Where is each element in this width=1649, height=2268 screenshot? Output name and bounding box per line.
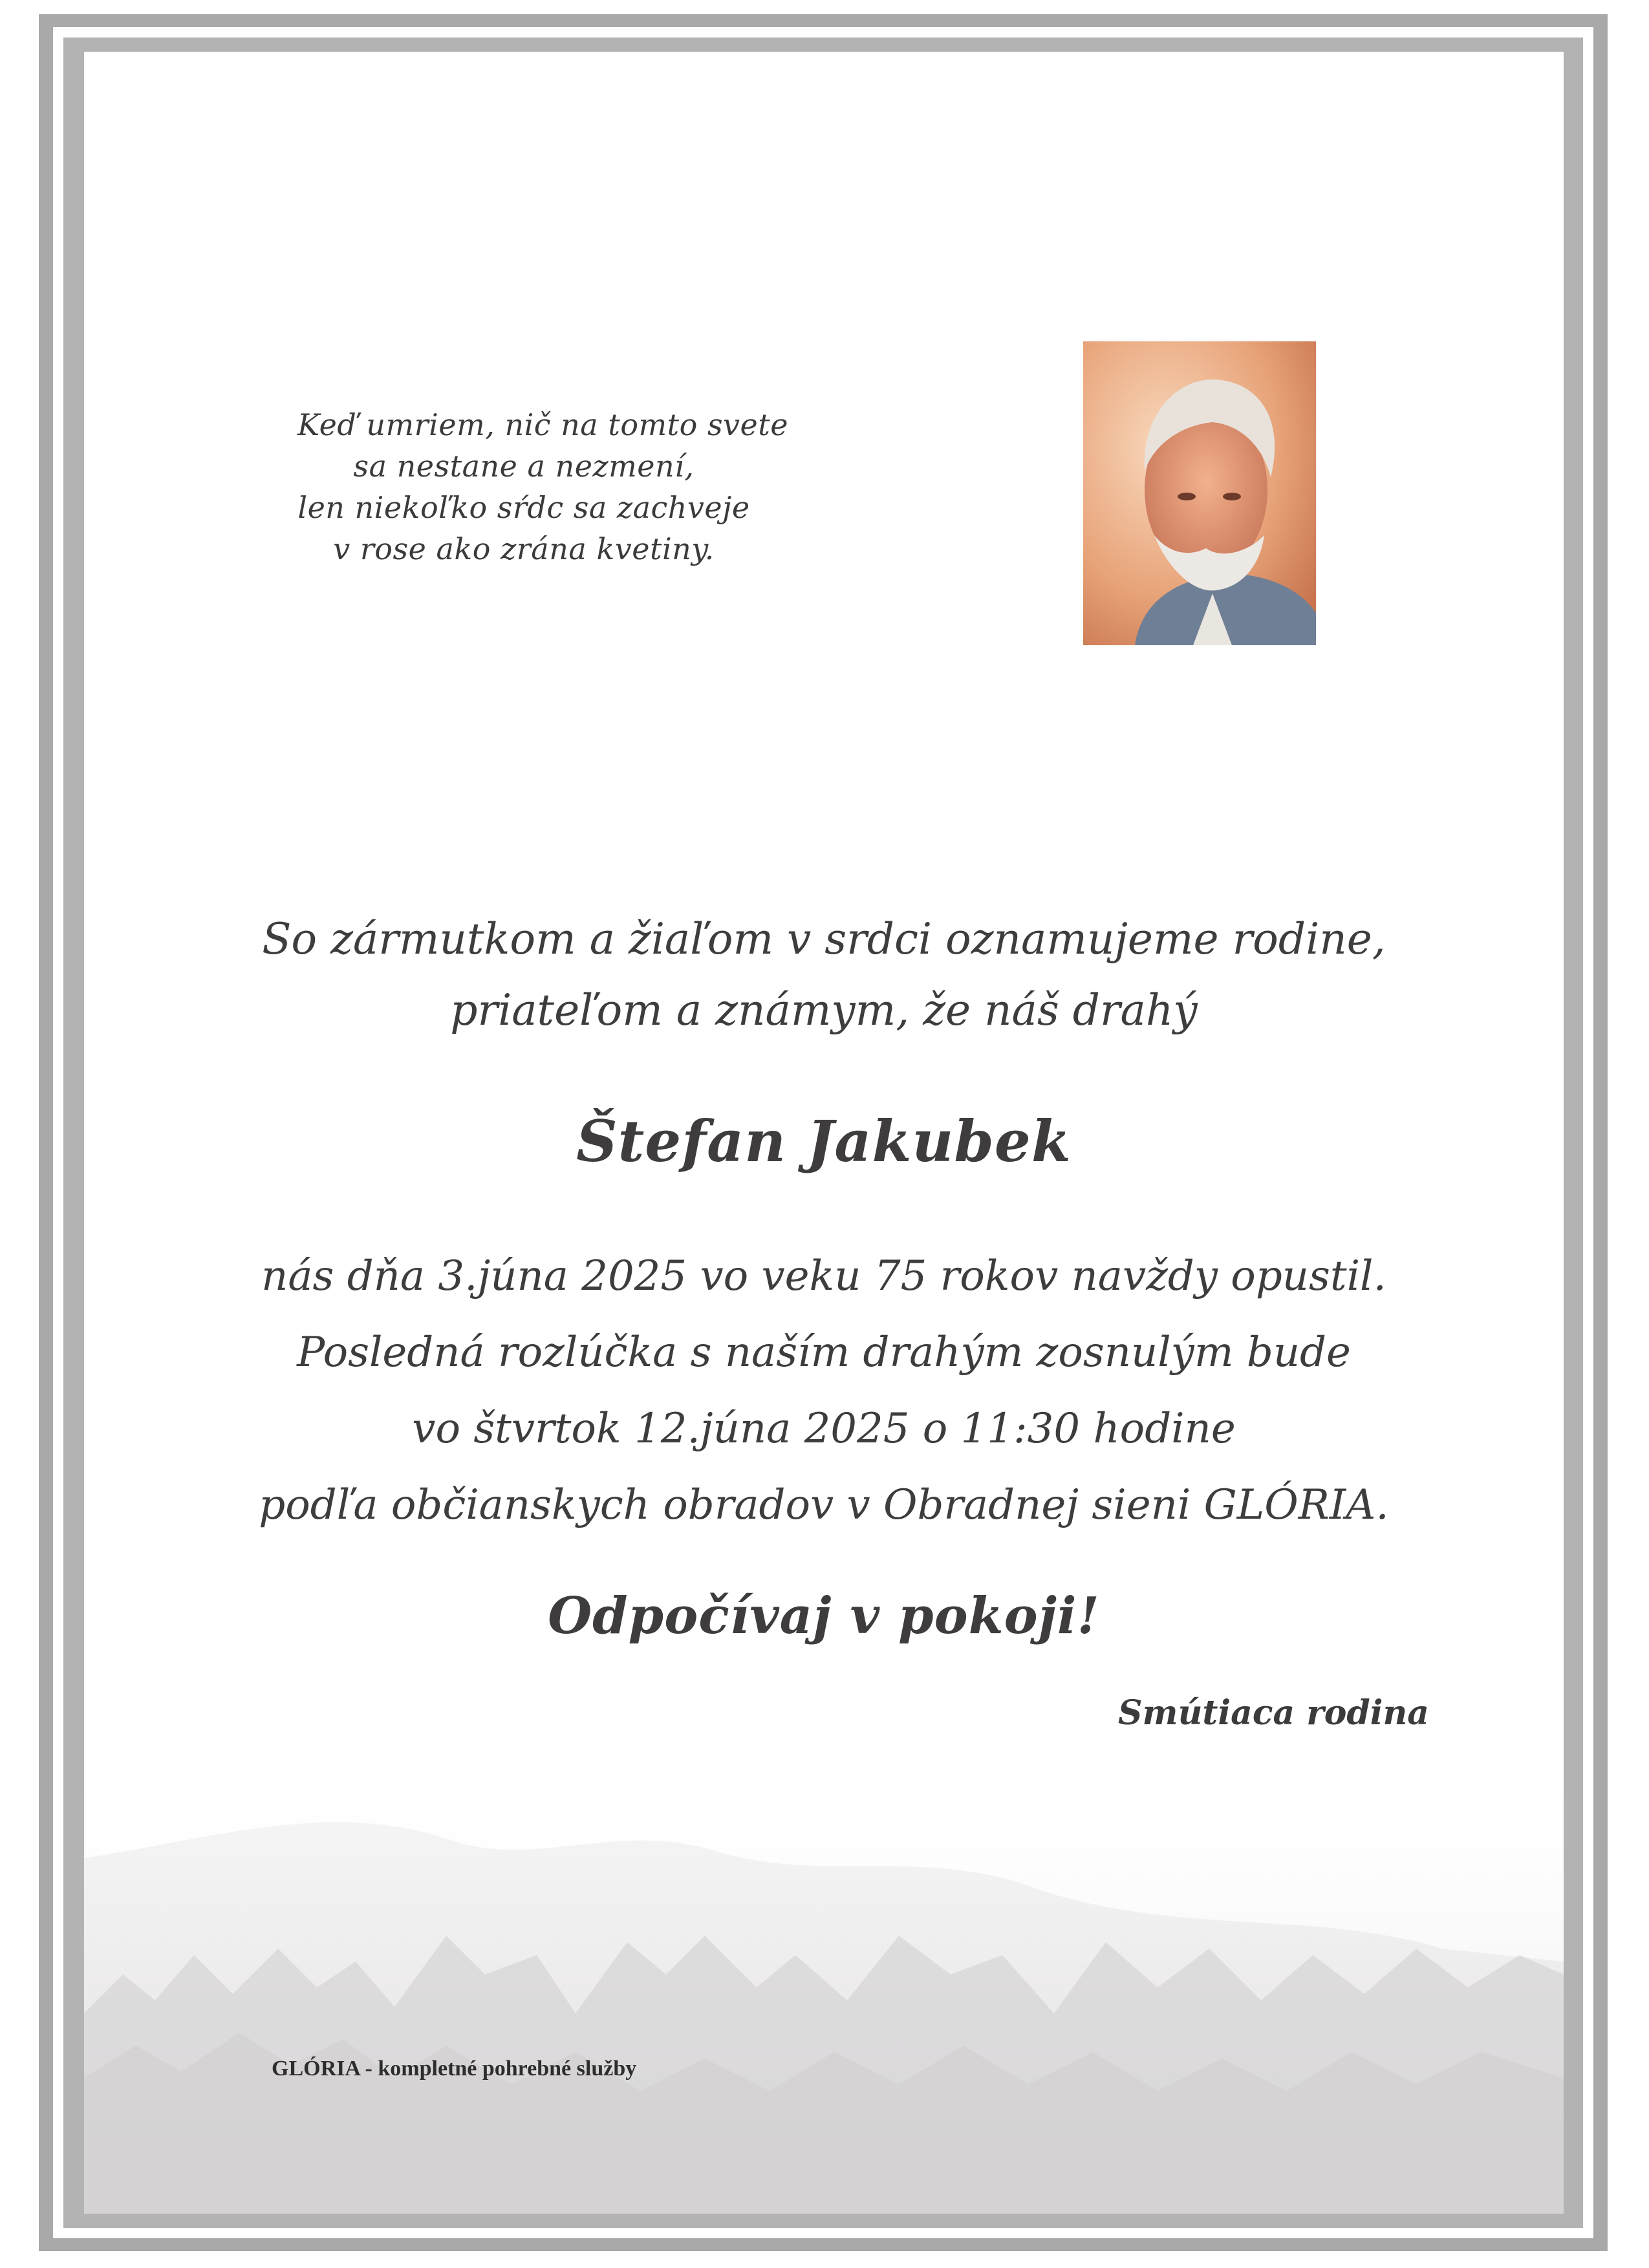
misty-forest-background [84,1742,1564,2214]
deceased-name: Štefan Jakubek [576,1107,1072,1175]
announcement-details [84,1238,1564,1543]
detail-line: Posledná rozlúčka s naším drahým zosnulým bude [297,1329,1351,1376]
poem-line: len niekoľko sŕdc sa zachveje [297,490,750,525]
detail-line: vo štvrtok 12.júna 2025 o 11:30 hodine [412,1405,1236,1453]
memorial-poem [297,404,788,570]
intro-line: priateľom a známym, že náš drahý [450,985,1198,1035]
announcement-intro [84,904,1564,1046]
poem-line: v rose ako zrána kvetiny. [333,531,715,566]
notice-paper [84,52,1564,2214]
signature: Smútiaca rodina [1118,1693,1429,1733]
portrait-photo [1083,341,1316,645]
company-footer: GLÓRIA - kompletné pohrebné služby [272,2057,637,2081]
farewell-text: Odpočívaj v pokoji! [548,1587,1100,1645]
poem-line: Keď umriem, nič na tomto svete [297,407,788,442]
detail-line: nás dňa 3.júna 2025 vo veku 75 rokov navždy opustil. [261,1252,1386,1300]
detail-line: podľa občianskych obradov v Obradnej sieni GLÓRIA. [259,1481,1389,1529]
poem-line: sa nestane a nezmení, [353,449,695,484]
intro-line: So zármutkom a žiaľom v srdci oznamujeme rodine, [262,914,1386,964]
